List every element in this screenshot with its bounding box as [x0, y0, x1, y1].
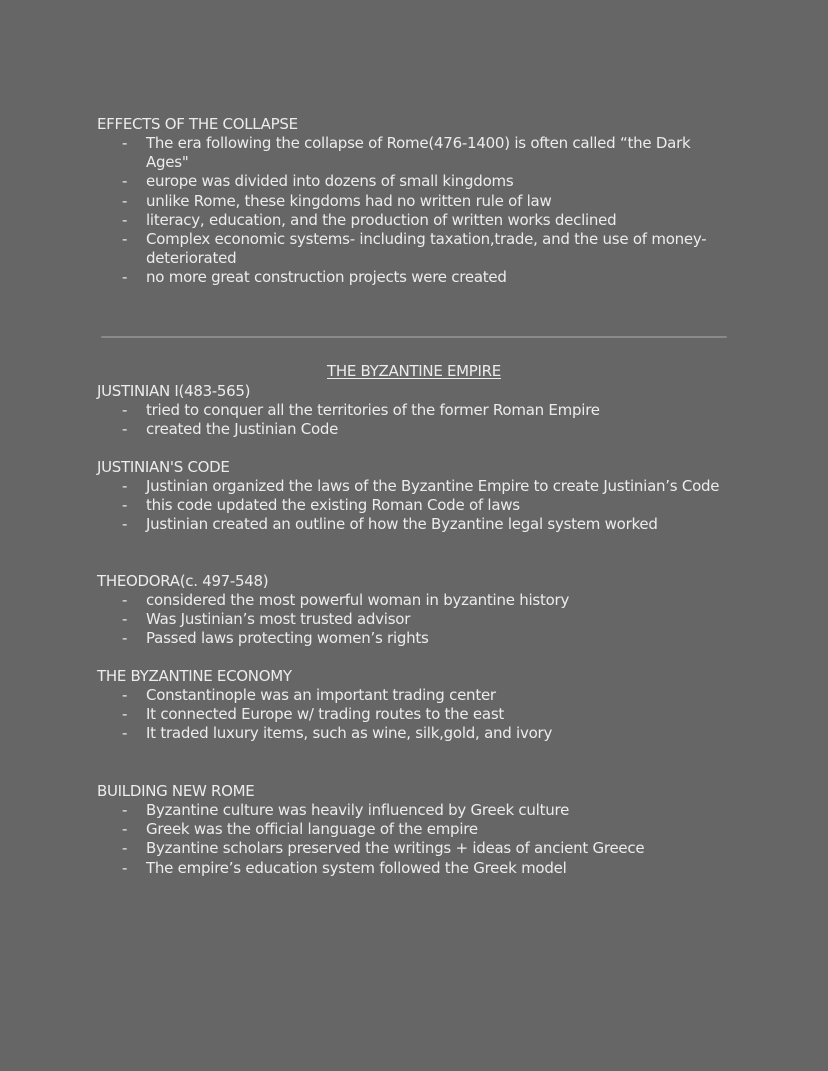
bullet-dash: - — [122, 629, 128, 648]
bullet-dash: - — [122, 610, 128, 629]
list-item-text: Greek was the official language of the empire — [146, 820, 478, 839]
bullet-dash: - — [122, 134, 128, 152]
bullet-dash: - — [122, 820, 128, 839]
list-item — [97, 515, 726, 534]
bullet-dash: - — [122, 268, 128, 287]
horizontal-divider — [101, 336, 727, 338]
list-item — [97, 705, 726, 724]
list-item — [97, 268, 726, 287]
bullet-list — [97, 401, 737, 439]
list-item-text: Justinian organized the laws of the Byzantine Empire to create Justinian’s Code — [146, 477, 720, 495]
list-item-text: considered the most powerful woman in byzantine history — [146, 591, 570, 609]
list-item-text: unlike Rome, these kingdoms had no written rule of law — [146, 191, 552, 210]
list-item-text: Was Justinian’s most trusted advisor — [146, 610, 411, 629]
list-item — [97, 801, 726, 820]
section-heading: BUILDING NEW ROME — [97, 782, 255, 800]
list-item — [97, 629, 726, 648]
list-item — [97, 686, 726, 705]
list-item — [97, 496, 726, 515]
list-item-text: Justinian created an outline of how the Byzantine legal system worked — [146, 515, 658, 534]
list-item-text: literacy, education, and the production of written works declined — [146, 210, 617, 229]
list-item-text: It connected Europe w/ trading routes to the east — [146, 705, 505, 724]
list-item — [97, 192, 726, 211]
bullet-list — [97, 134, 737, 288]
list-item-text: this code updated the existing Roman Code of laws — [146, 496, 520, 515]
list-item — [97, 610, 726, 629]
list-item-text: Byzantine culture was heavily influenced by Greek culture — [146, 801, 570, 819]
list-item — [97, 859, 726, 878]
bullet-list — [97, 801, 737, 878]
bullet-dash: - — [122, 705, 128, 724]
list-item-text: Complex economic systems- including taxation,trade, and the use of money- deteriorated — [146, 230, 707, 268]
bullet-dash: - — [122, 496, 128, 515]
bullet-dash: - — [122, 477, 128, 495]
list-item-text: It traded luxury items, such as wine, silk,gold, and ivory — [146, 724, 553, 743]
section-justinians-code — [97, 458, 737, 535]
section-heading: EFFECTS OF THE COLLAPSE — [97, 115, 298, 133]
list-item-text: created the Justinian Code — [146, 420, 339, 439]
section-heading: JUSTINIAN I(483-565) — [97, 382, 251, 400]
section-justinian — [97, 382, 737, 439]
list-item — [97, 134, 726, 172]
bullet-list — [97, 477, 737, 535]
list-item-text: tried to conquer all the territories of the former Roman Empire — [146, 401, 600, 419]
list-item-text: The era following the collapse of Rome(476-1400) is often called “the Dark Ages" — [146, 134, 691, 172]
page-title: THE BYZANTINE EMPIRE — [327, 362, 501, 380]
list-item-text: The empire’s education system followed the Greek model — [146, 858, 567, 877]
list-item — [97, 211, 726, 230]
section-heading: THEODORA(c. 497-548) — [97, 572, 269, 590]
section-heading: JUSTINIAN'S CODE — [97, 458, 230, 476]
list-item — [97, 839, 726, 858]
list-item — [97, 420, 726, 439]
list-item-text: Byzantine scholars preserved the writings + ideas of ancient Greece — [146, 839, 645, 858]
bullet-list — [97, 591, 737, 649]
section-theodora — [97, 572, 737, 649]
list-item-text: Passed laws protecting women’s rights — [146, 629, 429, 648]
bullet-dash: - — [122, 591, 128, 609]
bullet-dash: - — [122, 839, 128, 858]
bullet-dash: - — [122, 230, 128, 249]
list-item-text: Constantinople was an important trading center — [146, 686, 496, 704]
bullet-dash: - — [122, 191, 128, 210]
section-heading: THE BYZANTINE ECONOMY — [97, 667, 292, 685]
bullet-dash: - — [122, 686, 128, 704]
list-item — [97, 820, 726, 839]
bullet-dash: - — [122, 801, 128, 819]
bullet-dash: - — [122, 401, 128, 419]
list-item — [97, 724, 726, 743]
list-item-text: no more great construction projects were created — [146, 268, 507, 287]
list-item-text: europe was divided into dozens of small kingdoms — [146, 172, 514, 191]
bullet-dash: - — [122, 515, 128, 534]
section-byzantine-economy — [97, 667, 737, 744]
list-item — [97, 591, 726, 610]
list-item — [97, 230, 726, 268]
bullet-dash: - — [122, 858, 128, 877]
section-effects-of-collapse — [97, 115, 737, 288]
bullet-dash: - — [122, 210, 128, 229]
list-item — [97, 477, 726, 496]
list-item — [97, 401, 726, 420]
bullet-dash: - — [122, 420, 128, 439]
bullet-dash: - — [122, 724, 128, 743]
list-item — [97, 172, 726, 191]
bullet-list — [97, 686, 737, 744]
bullet-dash: - — [122, 172, 128, 191]
section-building-new-rome — [97, 782, 737, 878]
